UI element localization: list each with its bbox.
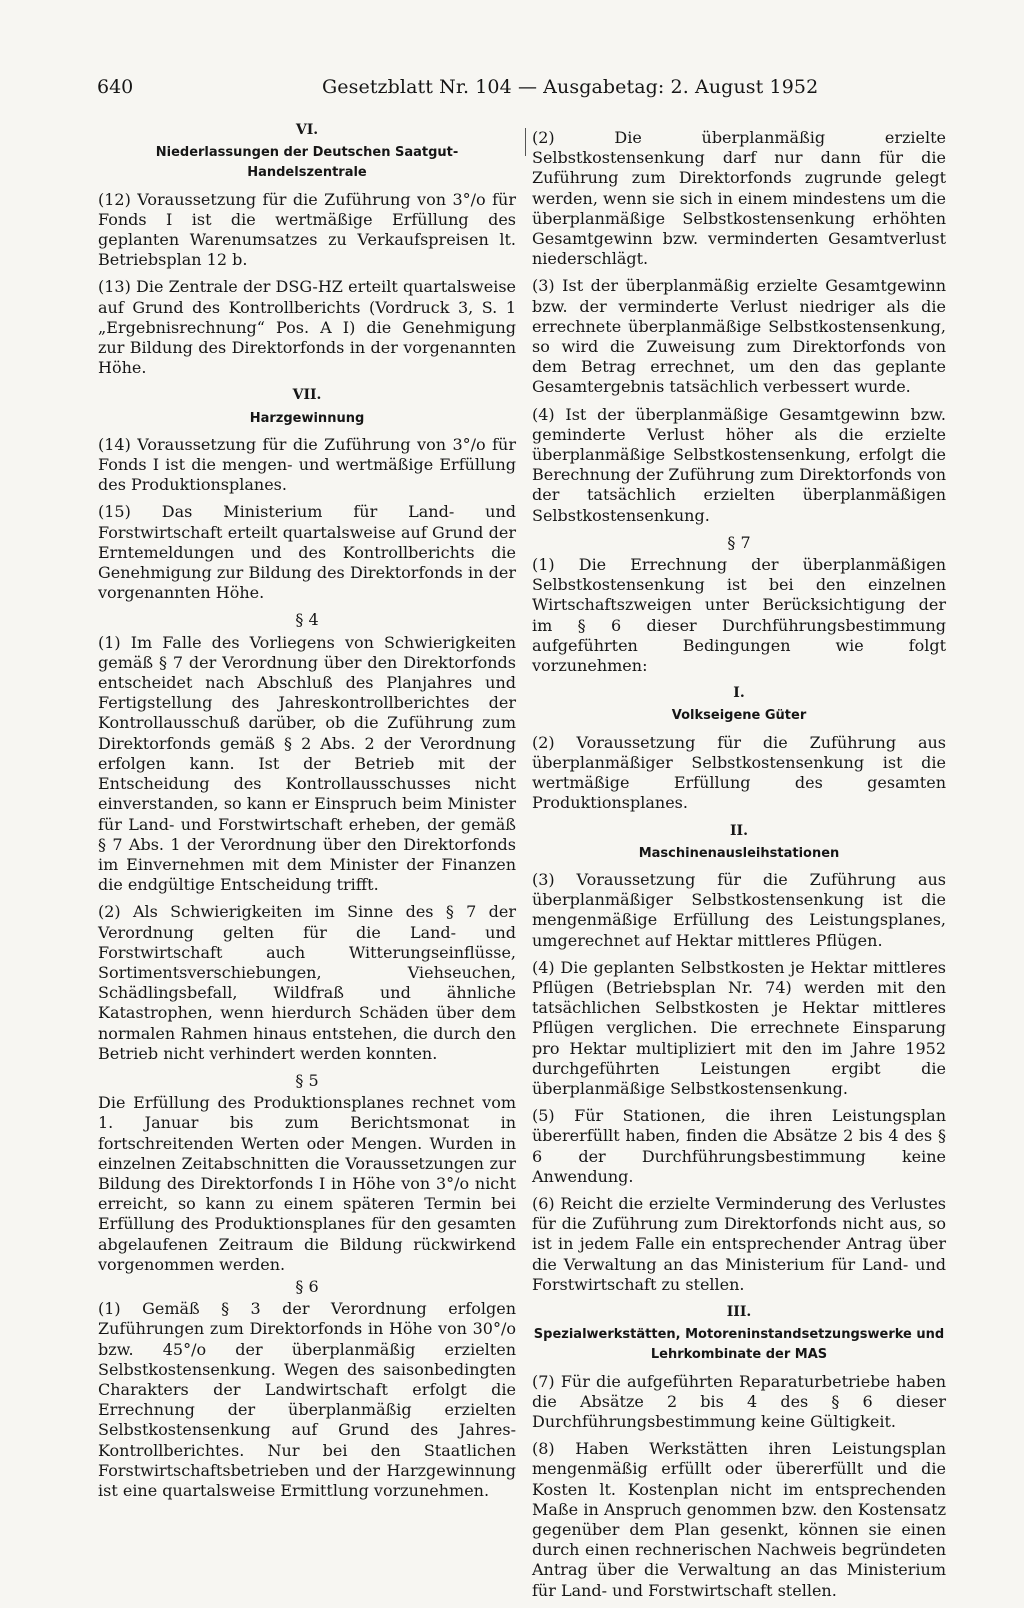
section-roman-vi: VI. <box>295 122 319 138</box>
section-4-paragraph-2: (2) Als Schwierigkeiten im Sinne des § 7 der Verordnung gelten für die Land- und Forstwirtschaft auch Witterungseinflüsse, Sortimentsverschiebungen, Viehseuchen, Schädlingsbefall, Wildfraß und ähnliche Katastrophen, wenn hierdurch Schäden über dem normalen Rahmen hinaus entstehen, die durch den Betrieb nicht verhindert werden konnten. <box>98 902 516 1063</box>
section-7-paragraph-8: (8) Haben Werkstätten ihren Leistungsplan mengenmäßig erfüllt oder übererfüllt und die Kosten lt. Kostenplan nicht im entsprechenden Maße in Anspruch genommen bzw. den Kostensatz gegenüber dem Plan gesenkt, können sie einen durch einen rechnerischen Nachweis begründeten Antrag über die Verwaltung an das Ministerium für Land- und Forstwirtschaft stellen. <box>532 1439 946 1600</box>
section-7-paragraph-3: (3) Voraussetzung für die Zuführung aus überplanmäßiger Selbstkostensenkung ist die mengenmäßige Erfüllung des Leistungsplanes, umgerechnet auf Hektar mittleres Pflügen. <box>532 869 946 950</box>
right-column <box>532 128 946 1608</box>
section-5-title: § 5 <box>295 1070 319 1090</box>
section-5-text: Die Erfüllung des Produktionsplanes rechnet vom 1. Januar bis zum Berichtsmonat in fortschreitenden Werten oder Mengen. Wurden in einzelnen Zeitabschnitten die Voraussetzungen zur Bildung des Direktorfonds I in Höhe von 3°/o nicht erreicht, so kann zu einem späteren Termin bei Erfüllung des Produktionsplanes für den gesamten abgelaufenen Zeitraum die Bildung rückwirkend vorgenommen werden. <box>98 1093 516 1274</box>
section-6-paragraph-1: (1) Gemäß § 3 der Verordnung erfolgen Zuführungen zum Direktorfonds in Höhe von 30°/o bzw. 45°/o der überplanmäßig erzielten Selbstkostensenkung. Wegen des saisonbedingten Charakters der Landwirtschaft erfolgt die Errechnung der überplanmäßig erzielten Selbstkostensenkung auf Grund des Jahres-Kontrollberichtes. Nur bei den Staatlichen Forstwirtschaftsbetrieben und der Harzgewinnung ist eine quartalsweise Ermittlung vorzunehmen. <box>98 1299 516 1500</box>
section-roman-iii: III. <box>726 1303 752 1320</box>
section-7-paragraph-1: (1) Die Errechnung der überplanmäßigen Selbstkostensenkung ist bei den einzelnen Wirtschaftszweigen unter Berücksichtigung der im § 6 dieser Durchführungsbestimmung aufgeführten Bedingungen wie folgt vorzunehmen: <box>532 555 946 676</box>
section-roman-ii: II. <box>730 822 748 839</box>
section-7-paragraph-7: (7) Für die aufgeführten Reparaturbetriebe haben die Absätze 2 bis 4 des § 6 dieser Durchführungsbestimmung keine Gültigkeit. <box>532 1371 946 1431</box>
section-heading-saatgut: Niederlassungen der Deutschen Saatgut-Handelszentrale <box>155 145 459 181</box>
section-7-paragraph-4: (4) Die geplanten Selbstkosten je Hektar mittleres Pflügen (Betriebsplan Nr. 74) werden mit den tatsächlichen Selbstkosten je Hektar mittleres Pflügen verglichen. Die errechnete Einsparung pro Hektar multipliziert mit den im Jahre 1952 durchgeführten Leistungen ergibt die überplanmäßige Selbstkostensenkung. <box>532 957 946 1098</box>
left-column <box>98 118 516 1508</box>
paragraph-14: (14) Voraussetzung für die Zuführung von 3°/o für Fonds I ist die mengen- und wertmäßige Erfüllung des Produktionsplanes. <box>98 434 516 495</box>
section-heading-volkseigene-gueter: Volkseigene Güter <box>671 708 807 724</box>
section-6-paragraph-4: (4) Ist der überplanmäßige Gesamtgewinn bzw. geminderte Verlust höher als die erzielte überplanmäßige Selbstkostensenkung, erfolgt die Berechnung der Zuführung zum Direktorfonds von der tatsächlich erzielten überplanmäßigen Selbstkostensenkung. <box>532 404 946 525</box>
section-roman-i: I. <box>733 685 745 702</box>
section-6-paragraph-2: (2) Die überplanmäßig erzielte Selbstkostensenkung darf nur dann für die Zuführung zum Direktorfonds zugrunde gelegt werden, wenn sie sich in einem mindestens um die überplanmäßige Selbstkostensenkung erhöhten Gesamtgewinn bzw. verminderten Gesamtverlust niederschlägt. <box>532 128 946 269</box>
paragraph-15: (15) Das Ministerium für Land- und Forstwirtschaft erteilt quartalsweise auf Grund der Erntemeldungen und des Kontrollberichts die Genehmigung zur Bildung des Direktorfonds in der vorgenannten Höhe. <box>98 502 516 603</box>
paragraph-13: (13) Die Zentrale der DSG-HZ erteilt quartalsweise auf Grund des Kontrollberichts (Vordruck 3, S. 1 „Ergebnisrechnung“ Pos. A I) die Genehmigung zur Bildung des Direktorfonds in der vorgenannten Höhe. <box>98 277 516 378</box>
section-heading-spezialwerkstaetten: Spezialwerkstätten, Motoreninstandsetzungswerke und Lehrkombinate der MAS <box>533 1327 945 1363</box>
paragraph-12: (12) Voraussetzung für die Zuführung von 3°/o für Fonds I ist die wertmäßige Erfüllung des geplanten Warenumsatzes zu Verkaufspreisen lt. Betriebsplan 12 b. <box>98 189 516 270</box>
section-roman-vii: VII. <box>292 387 322 404</box>
column-divider <box>525 128 526 156</box>
section-4-title: § 4 <box>295 610 319 630</box>
section-4-paragraph-1: (1) Im Falle des Vorliegens von Schwierigkeiten gemäß § 7 der Verordnung über den Direktorfonds entscheidet nach Abschluß des Planjahres und Fertigstellung des Jahreskontrollberichtes der Kontrollausschuß darüber, ob die Zuführung zum Direktorfonds gemäß § 2 Abs. 2 der Verordnung erfolgen kann. Ist der Betrieb mit der Entscheidung des Kontrollausschusses nicht einverstanden, so kann er Einspruch beim Minister für Land- und Forstwirtschaft erheben, der gemäß § 7 Abs. 1 der Verordnung über den Direktorfonds im Einvernehmen mit dem Minister der Finanzen die endgültige Entscheidung trifft. <box>98 632 516 895</box>
running-header: Gesetzblatt Nr. 104 — Ausgabetag: 2. August 1952 <box>322 76 819 98</box>
section-heading-mas: Maschinenausleihstationen <box>638 845 840 861</box>
section-6-title: § 6 <box>295 1276 319 1296</box>
section-7-paragraph-5: (5) Für Stationen, die ihren Leistungsplan übererfüllt haben, finden die Absätze 2 bis 4 des § 6 der Durchführungsbestimmung keine Anwendung. <box>532 1106 946 1186</box>
section-6-paragraph-3: (3) Ist der überplanmäßig erzielte Gesamtgewinn bzw. der verminderte Verlust niedriger als die errechnete überplanmäßige Selbstkostensenkung, so wird die Zuweisung zum Direktorfonds von dem Betrag errechnet, um den das geplante Gesamtergebnis tatsächlich verbessert wurde. <box>532 276 946 397</box>
section-7-paragraph-6: (6) Reicht die erzielte Verminderung des Verlustes für die Zuführung zum Direktorfonds nicht aus, so ist in jedem Falle ein entsprechender Antrag über die Verwaltung an das Ministerium für Land- und Forstwirtschaft zu stellen. <box>532 1193 946 1294</box>
section-7-paragraph-2: (2) Voraussetzung für die Zuführung aus überplanmäßiger Selbstkostensenkung ist die wertmäßige Erfüllung des gesamten Produktionsplanes. <box>532 732 946 813</box>
section-7-title: § 7 <box>727 532 751 552</box>
section-heading-harz: Harzgewinnung <box>249 410 365 426</box>
page-number: 640 <box>97 76 134 98</box>
